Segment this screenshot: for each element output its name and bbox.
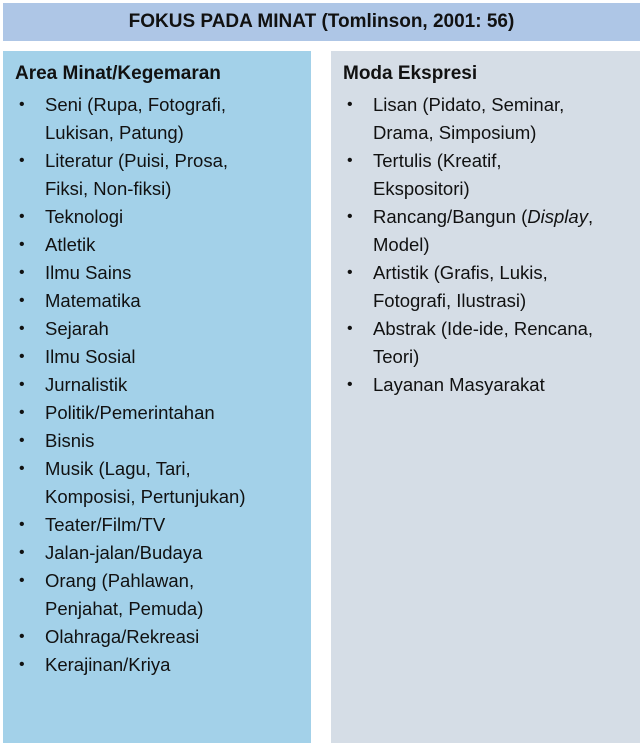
expression-mode-item-line: Lisan (Pidato, Seminar,: [373, 94, 565, 115]
interest-area-item-line: Ilmu Sains: [45, 262, 132, 283]
expression-mode-item-line: Artistik (Grafis, Lukis,: [373, 262, 548, 283]
interest-area-item-line: Seni (Rupa, Fotografi,: [45, 94, 226, 115]
diagram-title: FOKUS PADA MINAT (Tomlinson, 2001: 56): [128, 11, 515, 32]
interest-areas-list: [15, 91, 301, 679]
expression-mode-item-label: [373, 91, 630, 147]
interest-area-item-line: Sejarah: [45, 318, 109, 339]
interest-area-item-line: Olahraga/Rekreasi: [45, 626, 200, 647]
bullet-icon: •: [19, 348, 25, 365]
interest-area-item-label: [45, 259, 301, 287]
interest-area-item: [15, 147, 301, 203]
expression-mode-item-label: [373, 259, 630, 315]
expression-modes-heading: Moda Ekspresi: [343, 63, 478, 84]
expression-mode-item-line: Teori): [373, 346, 420, 367]
bullet-icon: •: [19, 656, 25, 673]
interest-area-item-line: Literatur (Puisi, Prosa,: [45, 150, 229, 171]
bullet-icon: •: [347, 96, 353, 113]
interest-area-item: [15, 455, 301, 511]
interest-area-item-label: [45, 91, 301, 147]
bullet-icon: •: [347, 376, 353, 393]
bullet-icon: •: [19, 320, 25, 337]
interest-area-item-line: Teater/Film/TV: [45, 514, 166, 535]
expression-mode-item-label: [373, 315, 630, 371]
interest-area-item-label: [45, 539, 301, 567]
expression-mode-item-line: Abstrak (Ide-ide, Rencana,: [373, 318, 594, 339]
interest-area-item: [15, 287, 301, 315]
interest-area-item-label: [45, 511, 301, 539]
interest-area-item-line: Lukisan, Patung): [45, 122, 184, 143]
interest-area-item-line: Matematika: [45, 290, 141, 311]
bullet-icon: •: [347, 152, 353, 169]
bullet-icon: •: [19, 96, 25, 113]
interest-area-item: [15, 511, 301, 539]
expression-mode-item: [343, 147, 630, 203]
bullet-icon: •: [19, 516, 25, 533]
interest-area-item: [15, 623, 301, 651]
expression-mode-item-line: Ekspositori): [373, 178, 470, 199]
expression-mode-item: [343, 371, 630, 399]
interest-area-item-label: [45, 203, 301, 231]
bullet-icon: •: [19, 572, 25, 589]
interest-area-item: [15, 203, 301, 231]
interest-area-item-label: [45, 371, 301, 399]
interest-area-item-line: Politik/Pemerintahan: [45, 402, 215, 423]
expression-mode-item-line: Model): [373, 234, 430, 255]
expression-mode-item-line: Rancang/Bangun (Display,: [373, 206, 594, 227]
bullet-icon: •: [19, 376, 25, 393]
bullet-icon: •: [19, 152, 25, 169]
expression-mode-item-line: Fotografi, Ilustrasi): [373, 290, 527, 311]
expression-mode-item: [343, 259, 630, 315]
bullet-icon: •: [19, 264, 25, 281]
expression-mode-item: [343, 203, 630, 259]
bullet-icon: •: [19, 460, 25, 477]
interest-area-item-line: Kerajinan/Kriya: [45, 654, 171, 675]
expression-mode-item-line: Layanan Masyarakat: [373, 374, 545, 395]
expression-mode-item-label: [373, 147, 630, 203]
interest-area-item-label: [45, 427, 301, 455]
interest-area-item-label: [45, 343, 301, 371]
interest-area-item-line: Bisnis: [45, 430, 95, 451]
interest-area-item-line: Jurnalistik: [45, 374, 128, 395]
bullet-icon: •: [19, 432, 25, 449]
expression-mode-item: [343, 315, 630, 371]
interest-areas-panel: [3, 51, 311, 743]
interest-area-item-label: [45, 399, 301, 427]
interest-area-item-line: Atletik: [45, 234, 96, 255]
expression-mode-item-label: [373, 203, 630, 259]
interest-area-item-line: Orang (Pahlawan,: [45, 570, 195, 591]
interest-area-item-label: [45, 567, 301, 623]
interest-area-item: [15, 567, 301, 623]
interest-area-item-label: [45, 231, 301, 259]
bullet-icon: •: [19, 544, 25, 561]
interest-area-item: [15, 651, 301, 679]
bullet-icon: •: [19, 292, 25, 309]
interest-area-item-line: Musik (Lagu, Tari,: [45, 458, 191, 479]
interest-area-item-label: [45, 287, 301, 315]
expression-mode-item-label: [373, 371, 630, 399]
bullet-icon: •: [19, 208, 25, 225]
interest-area-item-line: Jalan-jalan/Budaya: [45, 542, 203, 563]
interest-area-item: [15, 315, 301, 343]
bullet-icon: •: [347, 208, 353, 225]
interest-area-item: [15, 91, 301, 147]
interest-area-item: [15, 231, 301, 259]
expression-mode-item: [343, 91, 630, 147]
interest-area-item: [15, 427, 301, 455]
interest-area-item-line: Penjahat, Pemuda): [45, 598, 204, 619]
bullet-icon: •: [19, 628, 25, 645]
interest-area-item-label: [45, 147, 301, 203]
interest-area-item: [15, 343, 301, 371]
interest-area-item-label: [45, 455, 301, 511]
interest-areas-heading: Area Minat/Kegemaran: [15, 63, 221, 84]
interest-area-item-line: Komposisi, Pertunjukan): [45, 486, 246, 507]
interest-area-item-label: [45, 623, 301, 651]
interest-area-item: [15, 399, 301, 427]
interest-area-item: [15, 539, 301, 567]
bullet-icon: •: [347, 264, 353, 281]
bullet-icon: •: [347, 320, 353, 337]
expression-mode-item-line: Tertulis (Kreatif,: [373, 150, 502, 171]
interest-area-item: [15, 259, 301, 287]
expression-modes-list: [343, 91, 630, 399]
bullet-icon: •: [19, 236, 25, 253]
title-bar: [3, 3, 640, 41]
expression-mode-item-line: Drama, Simposium): [373, 122, 537, 143]
interest-area-item-line: Fiksi, Non-fiksi): [45, 178, 172, 199]
interest-area-item-label: [45, 315, 301, 343]
interest-area-item-line: Ilmu Sosial: [45, 346, 136, 367]
expression-modes-panel: [331, 51, 640, 743]
interest-area-item: [15, 371, 301, 399]
italic-term: Display: [527, 206, 588, 227]
interest-area-item-label: [45, 651, 301, 679]
bullet-icon: •: [19, 404, 25, 421]
interest-area-item-line: Teknologi: [45, 206, 124, 227]
